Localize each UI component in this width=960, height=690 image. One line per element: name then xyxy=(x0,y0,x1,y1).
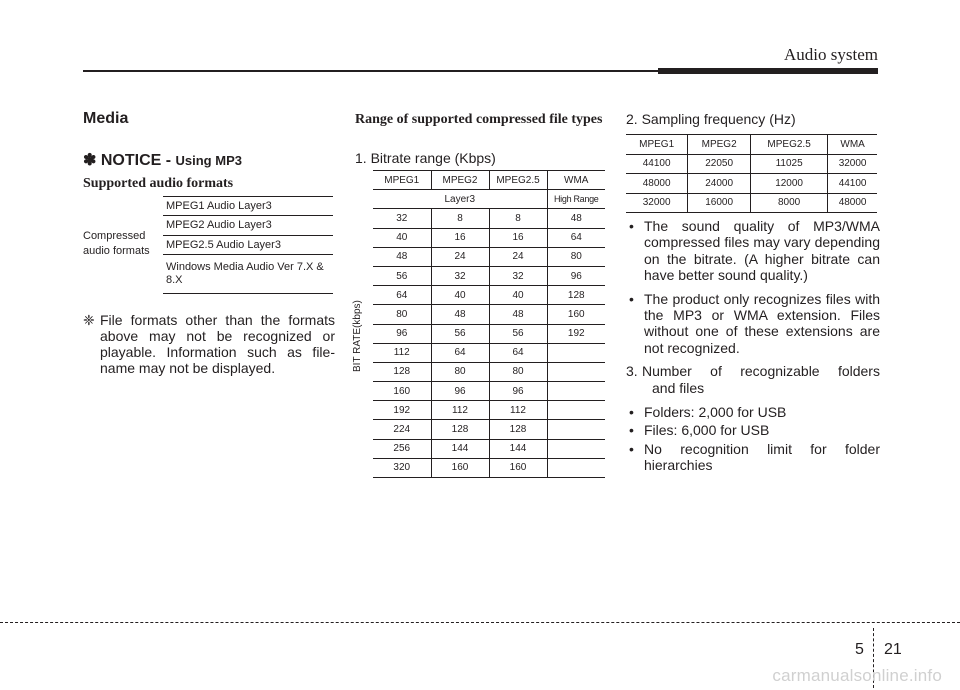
table-row xyxy=(373,382,605,401)
table-row xyxy=(373,324,605,343)
list-item xyxy=(626,404,880,420)
table-row xyxy=(626,174,877,194)
table-cell: 64 xyxy=(431,343,489,362)
table-cell: 192 xyxy=(547,324,605,343)
table-cell: 128 xyxy=(431,420,489,439)
table-cell: 32 xyxy=(431,266,489,285)
table-cell: 16 xyxy=(431,228,489,247)
table-cell: 48 xyxy=(547,209,605,228)
table-cell: 8 xyxy=(489,209,547,228)
table-cell: 96 xyxy=(547,266,605,285)
table-row xyxy=(373,343,605,362)
table-row xyxy=(373,286,605,305)
table-row xyxy=(373,266,605,285)
bitrate-table xyxy=(373,170,605,478)
table-cell: 112 xyxy=(431,401,489,420)
table-cell: 48000 xyxy=(626,174,688,194)
table-cell: 44100 xyxy=(828,174,877,194)
folders-heading xyxy=(642,363,880,379)
formats-table xyxy=(83,196,333,294)
high-range-cell: High Range xyxy=(547,190,605,209)
bullet-icon: • xyxy=(629,218,634,234)
folders-heading-word: Number xyxy=(642,363,692,380)
format-item: MPEG2 Audio Layer3 xyxy=(163,215,333,235)
folders-heading-word: of xyxy=(710,363,722,380)
table-cell: 144 xyxy=(431,439,489,458)
table-cell xyxy=(547,362,605,381)
table-cell: 144 xyxy=(489,439,547,458)
table-row xyxy=(373,458,605,477)
table-cell: 32 xyxy=(489,266,547,285)
usb-folders-limit: Folders: 2,000 for USB xyxy=(644,404,787,421)
bullet-icon: • xyxy=(629,440,634,457)
table-cell xyxy=(547,458,605,477)
formats-note xyxy=(83,312,335,376)
table-cell: 64 xyxy=(547,228,605,247)
table-cell: 160 xyxy=(547,305,605,324)
item-number: 3. xyxy=(626,363,638,380)
table-cell: 256 xyxy=(373,439,431,458)
folders-heading-word: folders xyxy=(837,363,880,380)
table-subheader-row xyxy=(373,190,605,209)
watermark: carmanualsonline.info xyxy=(772,666,942,685)
usb-files-limit: Files: 6,000 for USB xyxy=(644,422,770,439)
table-cell: 32000 xyxy=(828,154,877,174)
table-cell: 96 xyxy=(431,382,489,401)
table-cell: 16 xyxy=(489,228,547,247)
table-cell: 64 xyxy=(373,286,431,305)
table-cell: 160 xyxy=(373,382,431,401)
table-cell: 32000 xyxy=(626,193,688,213)
table-cell: 48 xyxy=(489,305,547,324)
section-number: 5 xyxy=(855,641,864,658)
sampling-title: 2. Sampling frequency (Hz) xyxy=(626,111,796,127)
list-item xyxy=(626,422,880,438)
table-cell: 48000 xyxy=(828,193,877,213)
table-cell: 128 xyxy=(489,420,547,439)
table-row xyxy=(373,209,605,228)
table-cell: 80 xyxy=(373,305,431,324)
layer3-cell: Layer3 xyxy=(373,190,547,209)
media-title: Media xyxy=(83,110,129,127)
table-cell: 224 xyxy=(373,420,431,439)
table-cell: 80 xyxy=(547,247,605,266)
supported-formats-title: Supported audio formats xyxy=(83,176,234,191)
table-header-cell: MPEG2 xyxy=(431,171,489,190)
table-row xyxy=(373,439,605,458)
table-row xyxy=(626,154,877,174)
format-item: MPEG1 Audio Layer3 xyxy=(163,196,333,215)
extension-note: The product only recognizes files with the MP3 or WMA extension. Files without one of these extensions are not recognized. xyxy=(644,290,880,356)
table-cell: 80 xyxy=(489,362,547,381)
table-header-cell: MPEG2.5 xyxy=(751,135,828,155)
table-cell: 24 xyxy=(489,247,547,266)
table-cell: 160 xyxy=(489,458,547,477)
table-cell: 128 xyxy=(373,362,431,381)
table-cell: 8 xyxy=(431,209,489,228)
table-cell: 24000 xyxy=(688,174,751,194)
table-cell: 56 xyxy=(431,324,489,343)
header-bar xyxy=(658,68,878,74)
table-row xyxy=(373,228,605,247)
table-header-row xyxy=(373,171,605,190)
range-section-title: Range of supported compressed file types xyxy=(355,112,603,127)
table-cell xyxy=(547,420,605,439)
table-cell: 48 xyxy=(431,305,489,324)
table-cell: 112 xyxy=(373,343,431,362)
table-cell: 40 xyxy=(431,286,489,305)
bullet-icon: • xyxy=(629,404,634,421)
table-cell: 192 xyxy=(373,401,431,420)
quality-note: The sound quality of MP3/WMA compressed files may vary depending on the bitrate. (A higher bitrate can have better sound quality.) xyxy=(644,218,880,284)
bitrate-title: 1. Bitrate range (Kbps) xyxy=(355,150,496,166)
table-cell: 56 xyxy=(373,266,431,285)
table-row xyxy=(373,420,605,439)
bitrate-axis-label: BIT RATE(kbps) xyxy=(352,300,363,372)
table-header-cell: MPEG1 xyxy=(373,171,431,190)
bullet-icon: • xyxy=(629,290,634,307)
table-cell: 40 xyxy=(373,228,431,247)
table-cell: 128 xyxy=(547,286,605,305)
table-row xyxy=(373,305,605,324)
table-cell: 160 xyxy=(431,458,489,477)
table-header-cell: MPEG1 xyxy=(626,135,688,155)
table-header-cell: WMA xyxy=(828,135,877,155)
table-row xyxy=(373,362,605,381)
hierarchy-note: No recognition limit for folder hierarchies xyxy=(644,440,880,474)
table-cell: 12000 xyxy=(751,174,828,194)
table-cell xyxy=(547,343,605,362)
footer-rule xyxy=(0,622,960,623)
table-header-cell: MPEG2.5 xyxy=(489,171,547,190)
note-mark-icon: ❈ xyxy=(83,312,95,328)
table-cell xyxy=(547,439,605,458)
table-header-row xyxy=(626,135,877,155)
sampling-table xyxy=(626,134,877,213)
table-cell: 11025 xyxy=(751,154,828,174)
formats-label: Compressed audio formats xyxy=(83,230,150,257)
list-item xyxy=(626,218,880,284)
list-item xyxy=(626,363,880,396)
notice-heading xyxy=(83,150,242,170)
notice-subtitle: Using MP3 xyxy=(175,153,242,168)
folders-heading-word: recognizable xyxy=(740,363,820,380)
table-cell: 48 xyxy=(373,247,431,266)
list-item xyxy=(626,441,880,474)
table-header-cell: WMA xyxy=(547,171,605,190)
table-cell: 8000 xyxy=(751,193,828,213)
table-row xyxy=(373,401,605,420)
table-row xyxy=(373,247,605,266)
table-cell: 24 xyxy=(431,247,489,266)
table-cell: 56 xyxy=(489,324,547,343)
table-cell xyxy=(547,401,605,420)
bullet-icon: • xyxy=(629,422,634,439)
table-row xyxy=(626,193,877,213)
table-cell: 32 xyxy=(373,209,431,228)
page-header-title: Audio system xyxy=(784,45,878,64)
table-cell: 44100 xyxy=(626,154,688,174)
table-cell: 96 xyxy=(489,382,547,401)
page-number: 21 xyxy=(884,641,902,658)
notice-prefix: ✽ NOTICE - xyxy=(83,152,176,169)
table-cell: 16000 xyxy=(688,193,751,213)
table-cell: 80 xyxy=(431,362,489,381)
table-cell: 22050 xyxy=(688,154,751,174)
folders-heading-line2: and files xyxy=(652,379,705,396)
table-cell: 96 xyxy=(373,324,431,343)
format-item: MPEG2.5 Audio Layer3 xyxy=(163,235,333,254)
table-cell: 40 xyxy=(489,286,547,305)
table-cell: 112 xyxy=(489,401,547,420)
list-item xyxy=(626,291,880,357)
notes-list xyxy=(626,218,880,481)
table-cell xyxy=(547,382,605,401)
formats-note-text: File formats other than the formats above may not be recognized or playable. Information such as file-name may not be displayed. xyxy=(100,312,335,376)
table-cell: 64 xyxy=(489,343,547,362)
table-header-cell: MPEG2 xyxy=(688,135,751,155)
format-item: Windows Media Audio Ver 7.X & 8.X xyxy=(163,254,333,294)
table-cell: 320 xyxy=(373,458,431,477)
